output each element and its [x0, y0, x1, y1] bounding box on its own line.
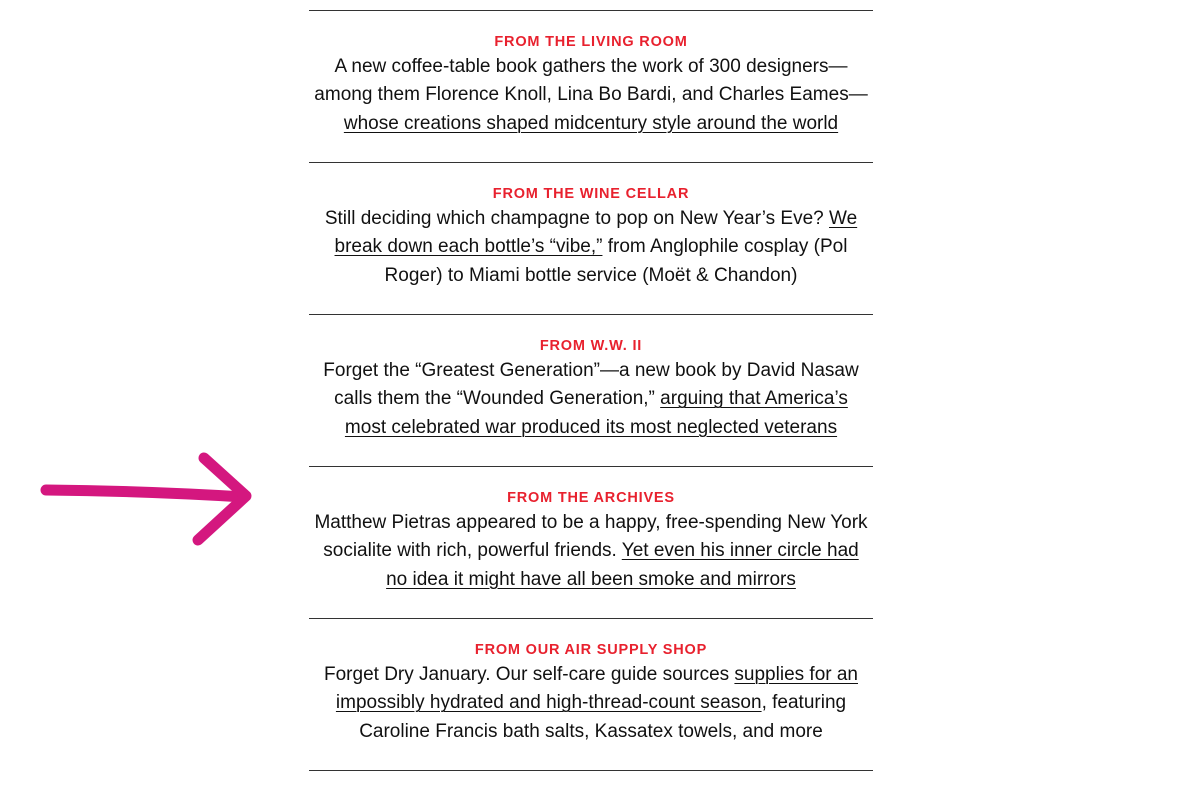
section-archives	[309, 466, 873, 618]
arrow-shaft	[46, 490, 244, 497]
section-blurb	[309, 509, 873, 594]
section-blurb	[309, 53, 873, 138]
newsletter-column	[309, 10, 873, 771]
blurb-text: Still deciding which champagne to pop on New Year’s Eve?	[324, 208, 829, 229]
article-link[interactable]: supplies for an impossibly hydrated and high-thread-count season	[335, 664, 858, 714]
blurb-text: A new coffee-table book gathers the work of 300 designers—among them Florence Knoll, Lina Bo Bardi, and Charles Eames—	[314, 56, 868, 106]
section-blurb	[309, 205, 873, 290]
article-link[interactable]: Yet even his inner circle had no idea it might have all been smoke and mirrors	[386, 540, 859, 590]
article-link[interactable]: We break down each bottle’s “vibe,”	[334, 208, 858, 258]
article-link[interactable]: arguing that America’s most celebrated war produced its most neglected veterans	[344, 388, 848, 438]
section-kicker: FROM THE WINE CELLAR	[492, 186, 690, 202]
section-living-room	[309, 10, 873, 162]
article-link[interactable]: whose creations shaped midcentury style around the world	[343, 112, 839, 134]
section-ww2	[309, 314, 873, 466]
section-air-supply-shop	[309, 618, 873, 770]
blurb-text-after: from Anglophile cosplay (Pol Roger) to Miami bottle service (Moët & Chandon)	[384, 236, 848, 286]
section-wine-cellar	[309, 162, 873, 314]
right-arrow-icon	[36, 444, 266, 554]
section-kicker: FROM OUR AIR SUPPLY SHOP	[474, 642, 708, 658]
section-kicker: FROM THE ARCHIVES	[507, 490, 675, 506]
section-kicker: FROM THE LIVING ROOM	[494, 34, 688, 50]
blurb-text-after: , featuring Caroline Francis bath salts, Kassatex towels, and more	[359, 692, 847, 742]
blurb-text: Forget the “Greatest Generation”—a new book by David Nasaw calls them the “Wounded Generation,”	[323, 360, 859, 410]
section-kicker: FROM W.W. II	[539, 338, 643, 354]
bottom-divider	[309, 770, 873, 771]
section-blurb	[309, 357, 873, 442]
section-blurb	[309, 661, 873, 746]
blurb-text: Forget Dry January. Our self-care guide sources	[324, 664, 735, 685]
blurb-text: Matthew Pietras appeared to be a happy, free-spending New York socialite with rich, powerful friends.	[314, 512, 868, 562]
